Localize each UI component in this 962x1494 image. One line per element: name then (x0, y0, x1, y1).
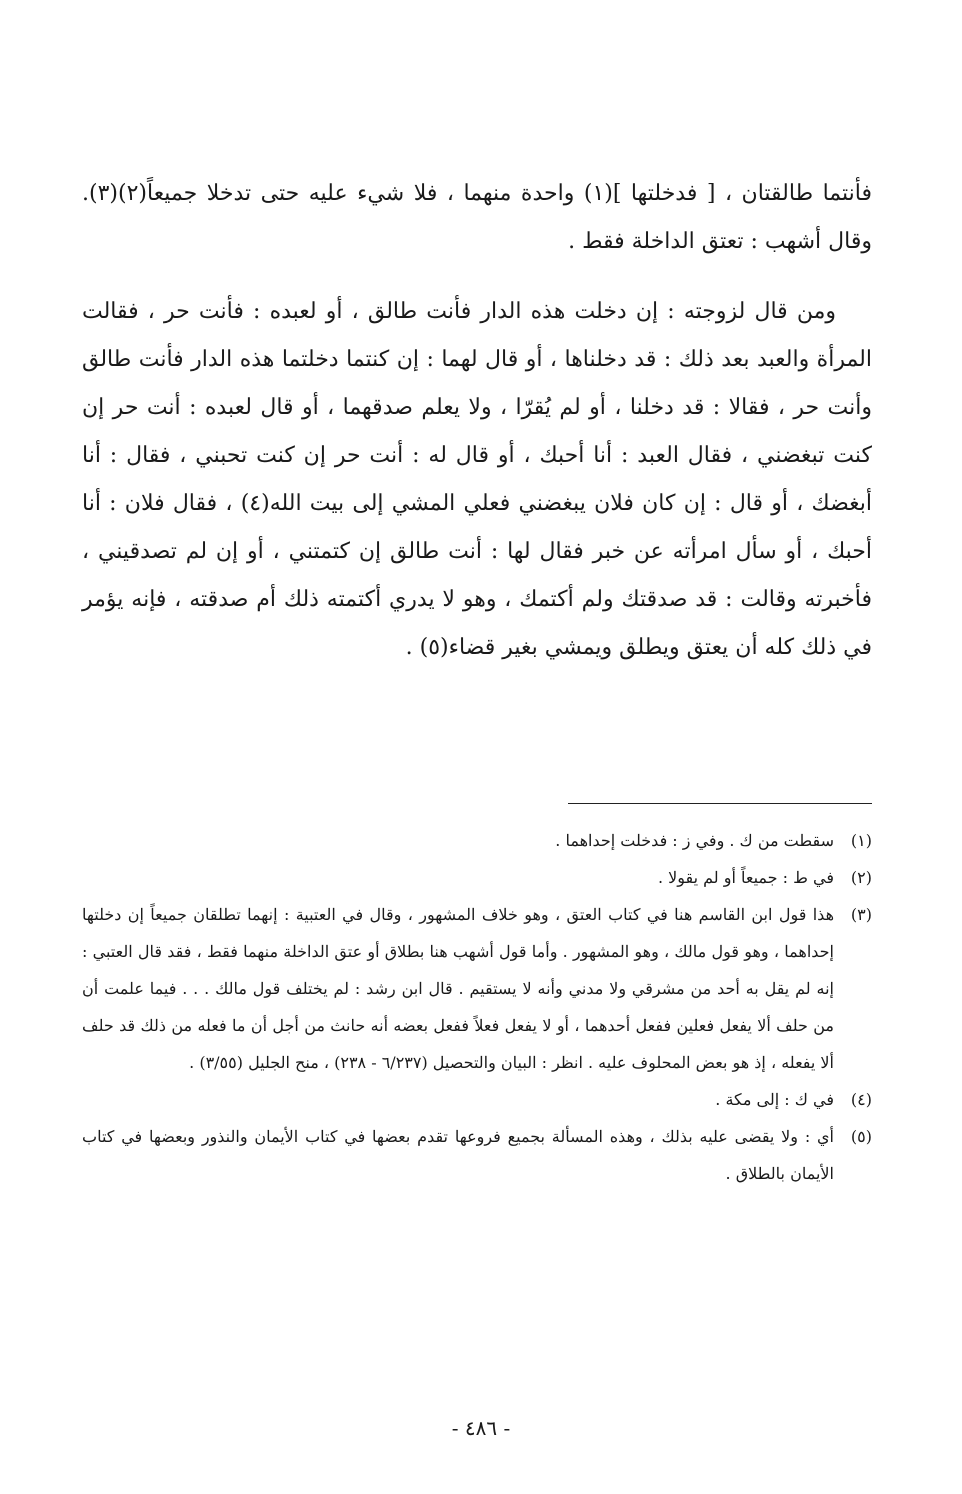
footnote-2 (82, 859, 872, 896)
footnote-text: في ط : جميعاً أو لم يقولا . (657, 868, 834, 887)
footnote-number: (٤) (850, 1090, 872, 1109)
main-text (82, 170, 872, 672)
footnote-text: سقطت من ك . وفي ز : فدخلت إحداهما . (555, 831, 834, 850)
footnote-3 (82, 896, 872, 1081)
footnote-number: (٥) (850, 1127, 872, 1146)
footnote-number: (٢) (850, 868, 872, 887)
footnote-separator (568, 803, 872, 804)
paragraph-2: ومن قال لزوجته : إن دخلت هذه الدار فأنت طالق ، أو لعبده : فأنت حر ، فقالت المرأة والعبد بعد ذلك : قد دخلناها ، أو قال لهما : إن كنتما دخلتما هذه الدار فأنت طالق وأنت حر ، فقالا : قد دخلنا ، أو لم يُقرّا ، ولا يعلم صدقهما ، أو قال لعبده : أنت حر إن كنت تبغضني ، فقال العبد : أنا أحبك ، أو قال له : أنت حر إن كنت تحبني ، فقال : أنا أبغضك ، أو قال : إن كان فلان يبغضني فعلي المشي إلى بيت الله(٤) ، فقال فلان : أنا أحبك ، أو سأل امرأته عن خبر فقال لها : أنت طالق إن كتمتني ، أو إن لم تصدقيني ، فأخبرته وقالت : قد صدقتك ولم أكتمك ، وهو لا يدري أكتمته ذلك أم صدقته ، فإنه يؤمر في ذلك كله أن يعتق ويطلق ويمشي بغير قضاء(٥) . (82, 299, 872, 660)
footnote-4 (82, 1081, 872, 1118)
footnote-number: (٣) (850, 905, 872, 924)
page-number: - ٤٨٦ - (451, 1416, 511, 1440)
footnote-text: هذا قول ابن القاسم هنا في كتاب العتق ، وهو خلاف المشهور ، وقال في العتبية : إنهما تطلقان جميعاً إن دخلتها إحداهما ، وهو قول مالك ، وهو المشهور . وأما قول أشهب هنا بطلاق أو عتق الداخلة منهما فقط ، فقد قال العتبي : إنه لم يقل به أحد من مشرقي ولا مدني وأنه لا يستقيم . قال ابن رشد : لم يختلف قول مالك . . . فيما علمت أن من حلف ألا يفعل فعلين ففعل أحدهما ، أو لا يفعل فعلاً ففعل بعضه أنه حانث من أجل أن ما فعله من ذلك قد حلف ألا يفعله ، إذ هو بعض المحلوف عليه . انظر : البيان والتحصيل (٦/٢٣٧ - ٢٣٨) ، منح الجليل (٣/٥٥) . (82, 905, 835, 1072)
footnotes (82, 822, 872, 1192)
footnote-text: في ك : إلى مكة . (715, 1090, 834, 1109)
footnote-1 (82, 822, 872, 859)
paragraph-1: فأنتما طالقتان ، [ فدخلتها ](١) واحدة منهما ، فلا شيء عليه حتى تدخلا جميعاً(٢)(٣). وقال أشهب : تعتق الداخلة فقط . (82, 181, 872, 254)
footnote-number: (١) (850, 831, 872, 850)
footnote-text: أي : ولا يقضى عليه بذلك ، وهذه المسألة بجميع فروعها تقدم بعضها في كتاب الأيمان والنذور وبعضها في كتاب الأيمان بالطلاق . (82, 1127, 835, 1183)
footnote-5 (82, 1118, 872, 1192)
